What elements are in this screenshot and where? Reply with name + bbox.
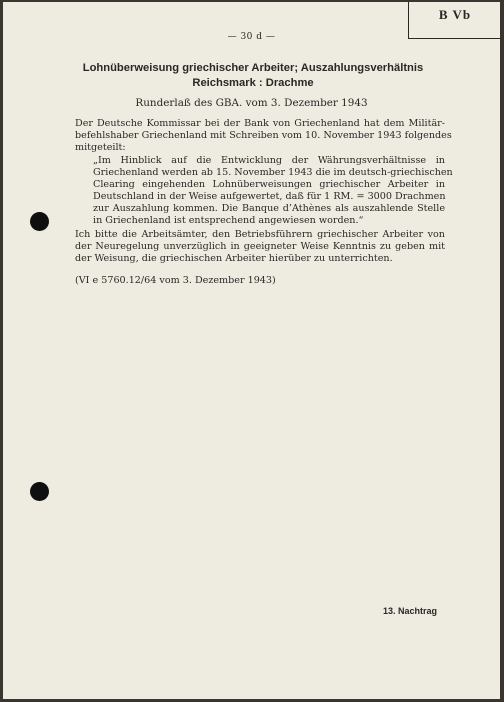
quote-line: zur Auszahlung kommen. Die Banque d’Athènes als auszahlende Stelle bbox=[93, 203, 445, 214]
intro-line: mitgeteilt: bbox=[75, 142, 126, 153]
decree-subheading: Runderlaß des GBA. vom 3. Dezember 1943 bbox=[135, 97, 368, 109]
section-stamp: B Vb bbox=[408, 2, 501, 39]
intro-line: befehlshaber Griechenland mit Schreiben vom 10. November 1943 folgendes bbox=[75, 130, 452, 141]
intro-line: Der Deutsche Kommissar bei der Bank von Griechenland hat dem Militär- bbox=[75, 118, 445, 129]
quote-line: in Griechenland ist entsprechend angewiesen worden.“ bbox=[93, 215, 364, 226]
closing-line: der Neuregelung unverzüglich in geeigneter Weise Kenntnis zu geben mit bbox=[75, 241, 445, 252]
quote-line: „Im Hinblick auf die Entwicklung der Währungsverhältnisse in bbox=[93, 155, 445, 166]
file-reference: (VI e 5760.12/64 vom 3. Dezember 1943) bbox=[75, 275, 276, 286]
document-title-line-2: Reichsmark : Drachme bbox=[192, 77, 314, 89]
punch-hole bbox=[30, 212, 49, 231]
closing-line: der Weisung, die griechischen Arbeiter hierüber zu unterrichten. bbox=[75, 253, 393, 264]
quote-line: Griechenland werden ab 15. November 1943 die im deutsch-griechischen bbox=[93, 167, 453, 178]
closing-line: Ich bitte die Arbeitsämter, den Betriebsführern griechischer Arbeiter von bbox=[75, 229, 445, 240]
supplement-label: 13. Nachtrag bbox=[383, 606, 438, 616]
quote-line: Deutschland in der Weise aufgewertet, daß für 1 RM. = 3000 Drachmen bbox=[93, 191, 446, 202]
document-page bbox=[3, 2, 500, 699]
page-number: — 30 d — bbox=[227, 32, 276, 42]
quote-line: Clearing eingehenden Lohnüberweisungen griechischer Arbeiter in bbox=[93, 179, 445, 190]
punch-hole bbox=[30, 482, 49, 501]
document-title-line-1: Lohnüberweisung griechischer Arbeiter; Auszahlungsverhältnis bbox=[82, 62, 424, 74]
